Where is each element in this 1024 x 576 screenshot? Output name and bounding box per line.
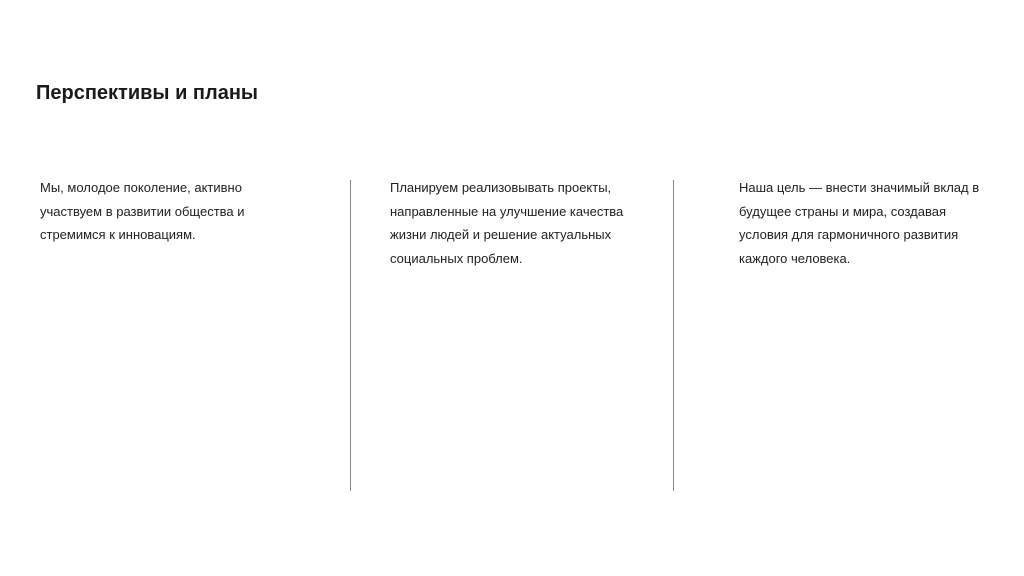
text-column-3 xyxy=(739,176,994,270)
column-1-line-2: участвуем в развитии общества и xyxy=(40,203,245,219)
slide-title: Перспективы и планы xyxy=(36,82,258,104)
column-3-line-1: Наша цель — внести значимый вклад в xyxy=(739,180,980,195)
column-3-line-2: будущее страны и мира, создавая xyxy=(739,203,946,219)
column-2-line-2: направленные на улучшение качества xyxy=(390,203,624,219)
column-2-line-1: Планируем реализовывать проекты, xyxy=(390,180,612,195)
column-2-line-3: жизни людей и решение актуальных xyxy=(390,227,612,242)
column-2-line-4: социальных проблем. xyxy=(390,250,523,266)
column-3-line-3: условия для гармоничного развития xyxy=(739,227,959,242)
column-1-line-3: стремимся к инновациям. xyxy=(40,227,196,242)
column-divider-2 xyxy=(673,180,674,491)
column-1-line-1: Мы, молодое поколение, активно xyxy=(40,180,242,195)
text-column-1 xyxy=(40,176,295,247)
column-divider-1 xyxy=(350,180,351,491)
column-3-line-4: каждого человека. xyxy=(739,250,851,266)
text-column-2 xyxy=(390,176,645,270)
